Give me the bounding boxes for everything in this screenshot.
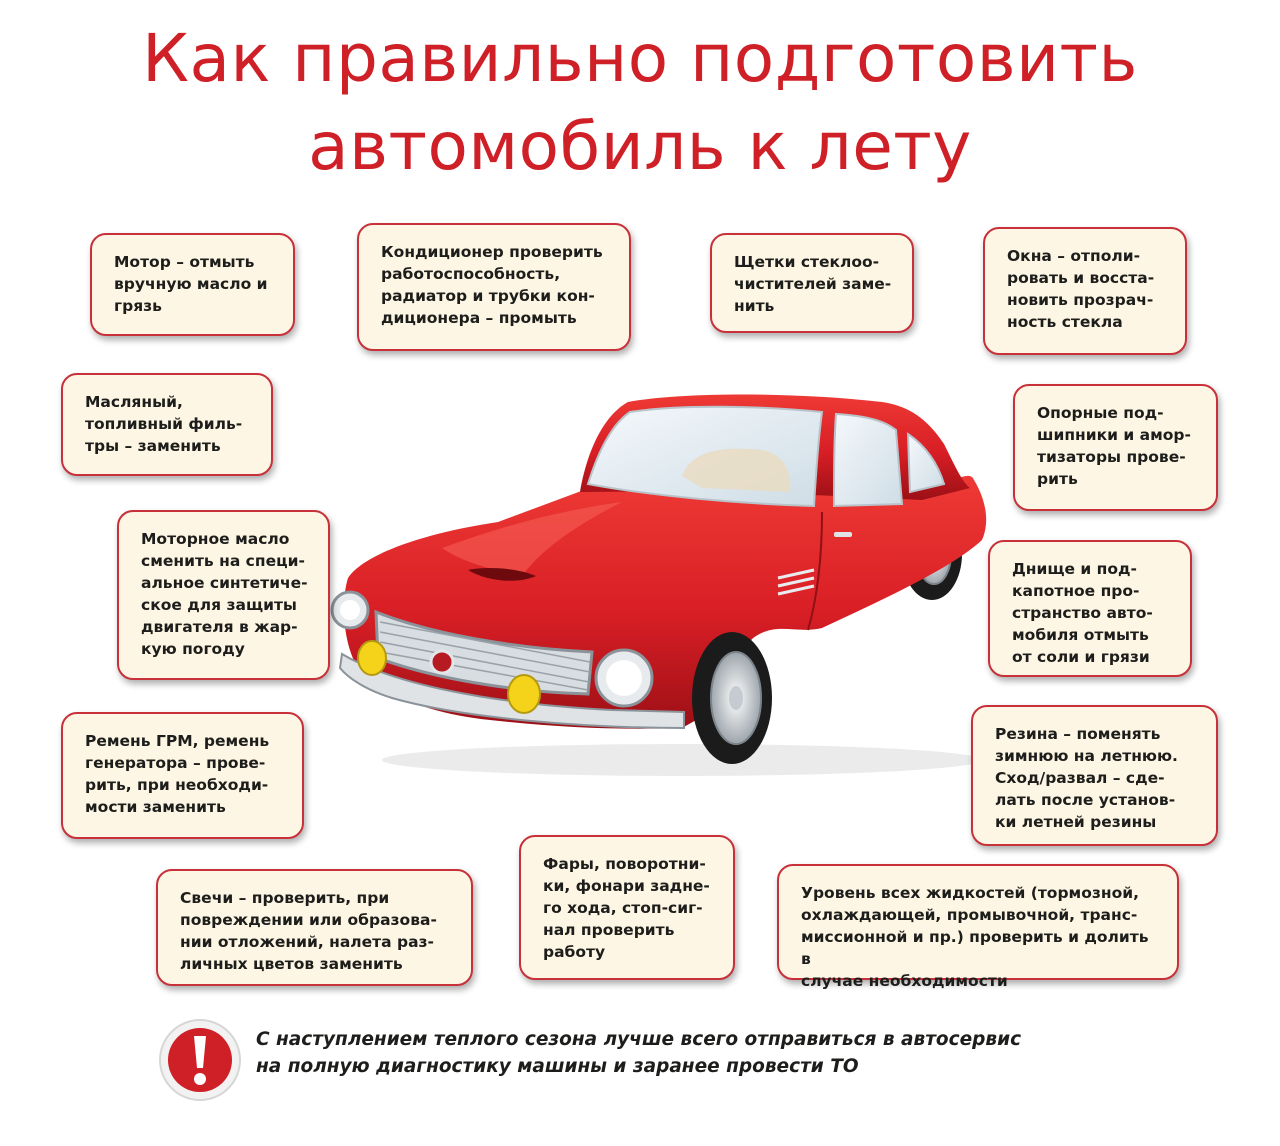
tip-lights: Фары, поворотни- ки, фонари задне- го хода, стоп-сиг- нал проверить работу: [519, 835, 735, 980]
right-headlight: [596, 650, 652, 706]
tip-engine-oil: Моторное масло сменить на специ- альное синтетиче- ское для защиты двигателя в жар- кую погоду: [117, 510, 330, 680]
tip-fluids: Уровень всех жидкостей (тормозной, охлаждающей, промывочной, транс- миссионной и пр.) проверить и долить в случае необходимости: [777, 864, 1179, 980]
door-handle: [834, 532, 852, 537]
exclamation-icon: [158, 1018, 242, 1102]
tip-bearings: Опорные под- шипники и амор- тизаторы прове- рить: [1013, 384, 1218, 511]
right-fog-light: [508, 675, 540, 713]
tip-windows: Окна – отполи- ровать и восста- новить прозрач- ность стекла: [983, 227, 1187, 355]
tip-wipers: Щетки стеклоо- чистителей заме- нить: [710, 233, 914, 333]
front-wheel: [692, 632, 772, 764]
title-line-1: Как правильно подготовить: [142, 20, 1138, 97]
left-headlight: [332, 592, 368, 628]
title-line-2: автомобиль к лету: [308, 108, 972, 185]
tip-underbody: Днище и под- капотное про- странство авто- мобиля отмыть от соли и грязи: [988, 540, 1192, 677]
tip-motor: Мотор – отмыть вручную масло и грязь: [90, 233, 295, 336]
side-window-front: [834, 414, 902, 506]
car-shadow: [382, 744, 982, 776]
tip-plugs: Свечи – проверить, при повреждении или образова- нии отложений, налета раз- личных цветов заменить: [156, 869, 473, 986]
tip-conditioner: Кондиционер проверить работоспособность, радиатор и трубки кон- диционера – промыть: [357, 223, 631, 351]
tip-filters: Масляный, топливный филь- тры – заменить: [61, 373, 273, 476]
car-illustration: [322, 372, 998, 784]
notice-text: С наступлением теплого сезона лучше всего отправиться в автосервис на полную диагностику машины и заранее провести ТО: [256, 1029, 1022, 1077]
tip-belt: Ремень ГРМ, ремень генератора – прове- рить, при необходи- мости заменить: [61, 712, 304, 839]
grille-emblem: [431, 651, 453, 673]
left-fog-light: [358, 641, 386, 675]
tip-tires: Резина – поменять зимнюю на летнюю. Сход/развал – сде- лать после установ- ки летней резины: [971, 705, 1218, 846]
